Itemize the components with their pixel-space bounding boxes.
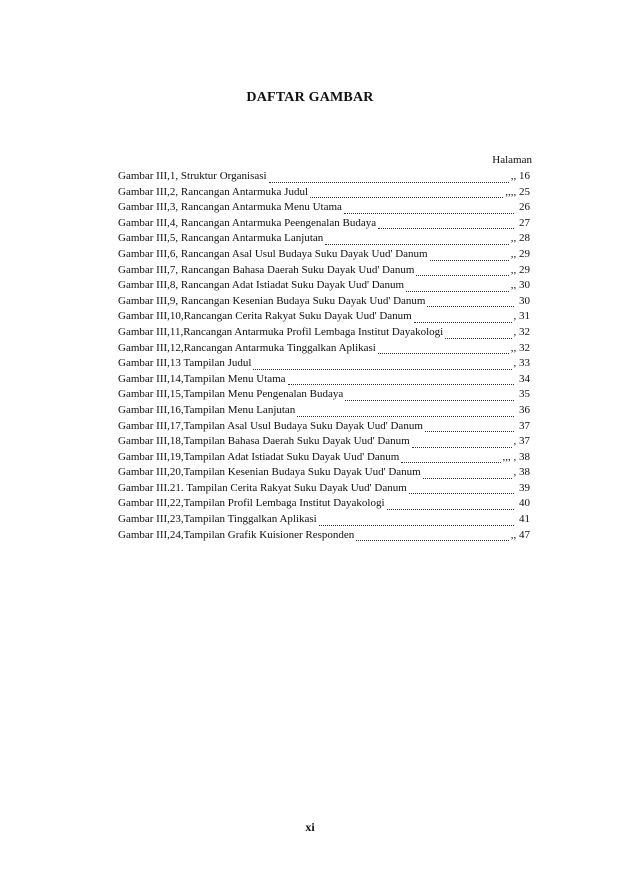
dot-leader — [325, 244, 508, 245]
dot-leader — [409, 493, 514, 494]
list-item — [118, 310, 530, 326]
dot-leader — [427, 306, 514, 307]
dot-leader — [423, 478, 512, 479]
figure-label: Gambar III,7, Rancangan Bahasa Daerah Suku Dayak Uud' Danum — [118, 263, 415, 276]
page-title: DAFTAR GAMBAR — [246, 90, 374, 105]
figure-label: Gambar III,23,Tampilan Tinggalkan Aplikasi — [118, 513, 317, 526]
figure-page-number: 30 — [519, 294, 530, 307]
figure-label: Gambar III,1, Struktur Organisasi — [118, 170, 267, 182]
dot-leader — [253, 369, 511, 370]
figure-page-number: ,, 29 — [510, 247, 530, 260]
list-item — [118, 435, 530, 451]
dot-leader — [406, 291, 509, 292]
list-item — [118, 451, 530, 467]
list-item — [118, 232, 530, 248]
figure-page-number: ,, 16 — [510, 170, 530, 182]
list-item — [118, 248, 530, 264]
figure-page-number: , 38 — [513, 466, 530, 479]
dot-leader — [378, 228, 514, 229]
figure-label: Gambar III,12,Rancangan Antarmuka Tinggalkan Aplikasi — [118, 341, 376, 354]
list-item — [118, 513, 530, 529]
dot-leader — [297, 416, 514, 417]
figure-label: Gambar III,22,Tampilan Profil Lembaga Institut Dayakologi — [118, 497, 385, 510]
page-column-header: Halaman — [492, 154, 532, 166]
dot-leader — [310, 197, 503, 198]
list-item — [118, 217, 530, 233]
figure-label: Gambar III,3, Rancangan Antarmuka Menu Utama — [118, 201, 342, 214]
figure-page-number: , 32 — [513, 325, 530, 338]
list-item — [118, 529, 530, 545]
list-item — [118, 482, 530, 498]
dot-leader — [425, 431, 514, 432]
figure-label: Gambar III,6, Rancangan Asal Usul Budaya Suku Dayak Uud' Danum — [118, 247, 428, 260]
list-item — [118, 404, 530, 420]
figure-page-number: 40 — [519, 497, 530, 510]
list-item — [118, 497, 530, 513]
figure-label: Gambar III.21. Tampilan Cerita Rakyat Suku Dayak Uud' Danum — [118, 481, 407, 494]
figure-page-number: ,,, , 38 — [502, 450, 530, 463]
figure-label: Gambar III,14,Tampilan Menu Utama — [118, 372, 286, 385]
figure-label: Gambar III,17,Tampilan Asal Usul Budaya Suku Dayak Uud' Danum — [118, 419, 423, 432]
figure-page-number: ,, 30 — [510, 279, 530, 292]
list-item — [118, 357, 530, 373]
figure-list — [118, 170, 530, 544]
dot-leader — [414, 322, 512, 323]
list-item — [118, 466, 530, 482]
dot-leader — [445, 338, 511, 339]
dot-leader — [416, 275, 508, 276]
figure-label: Gambar III,9, Rancangan Kesenian Budaya Suku Dayak Uud' Danum — [118, 294, 426, 307]
list-item — [118, 388, 530, 404]
list-item — [118, 186, 530, 202]
list-item — [118, 264, 530, 280]
figure-label: Gambar III,18,Tampilan Bahasa Daerah Suku Dayak Uud' Danum — [118, 435, 410, 448]
dot-leader — [288, 384, 514, 385]
dot-leader — [356, 540, 508, 541]
figure-label: Gambar III,8, Rancangan Adat Istiadat Suku Dayak Uud' Danum — [118, 279, 405, 292]
dot-leader — [345, 400, 514, 401]
figure-page-number: ,, 29 — [510, 263, 530, 276]
dot-leader — [319, 525, 514, 526]
figure-page-number: , 33 — [513, 357, 530, 370]
figure-label: Gambar III,5, Rancangan Antarmuka Lanjutan — [118, 232, 324, 245]
figure-page-number: 34 — [519, 372, 530, 385]
list-item — [118, 373, 530, 389]
list-item — [118, 201, 530, 217]
figure-label: Gambar III,2, Rancangan Antarmuka Judul — [118, 185, 308, 198]
figure-page-number: ,, 47 — [510, 528, 530, 541]
page-number: xi — [305, 820, 315, 834]
figure-page-number: 39 — [519, 481, 530, 494]
dot-leader — [430, 260, 509, 261]
figure-label: Gambar III,24,Tampilan Grafik Kuisioner Responden — [118, 528, 355, 541]
list-item — [118, 170, 530, 186]
dot-leader — [401, 462, 500, 463]
figure-label: Gambar III,4, Rancangan Antarmuka Peengenalan Budaya — [118, 216, 377, 229]
list-item — [118, 279, 530, 295]
dot-leader — [269, 182, 509, 183]
figure-page-number: 36 — [519, 403, 530, 416]
figure-page-number: , 31 — [513, 310, 530, 323]
list-item — [118, 342, 530, 358]
list-item — [118, 295, 530, 311]
figure-label: Gambar III,10,Rancangan Cerita Rakyat Suku Dayak Uud' Danum — [118, 310, 412, 323]
figure-label: Gambar III,11,Rancangan Antarmuka Profil Lembaga Institut Dayakologi — [118, 325, 444, 338]
figure-label: Gambar III,20,Tampilan Kesenian Budaya Suku Dayak Uud' Danum — [118, 466, 421, 479]
figure-label: Gambar III,13 Tampilan Judul — [118, 357, 252, 370]
dot-leader — [344, 213, 514, 214]
figure-page-number: 37 — [519, 419, 530, 432]
dot-leader — [387, 509, 514, 510]
figure-page-number: 27 — [519, 216, 530, 229]
list-item — [118, 420, 530, 436]
dot-leader — [412, 447, 512, 448]
figure-page-number: ,,,, 25 — [505, 185, 530, 198]
figure-page-number: ,, 32 — [510, 341, 530, 354]
figure-page-number: 35 — [519, 388, 530, 401]
figure-page-number: , 37 — [513, 435, 530, 448]
figure-label: Gambar III,19,Tampilan Adat Istiadat Suku Dayak Uud' Danum — [118, 450, 400, 463]
figure-page-number: 26 — [519, 201, 530, 214]
list-item — [118, 326, 530, 342]
dot-leader — [378, 353, 509, 354]
figure-page-number: 41 — [519, 513, 530, 526]
figure-label: Gambar III,16,Tampilan Menu Lanjutan — [118, 403, 296, 416]
figure-label: Gambar III,15,Tampilan Menu Pengenalan Budaya — [118, 388, 344, 401]
figure-page-number: ,, 28 — [510, 232, 530, 245]
